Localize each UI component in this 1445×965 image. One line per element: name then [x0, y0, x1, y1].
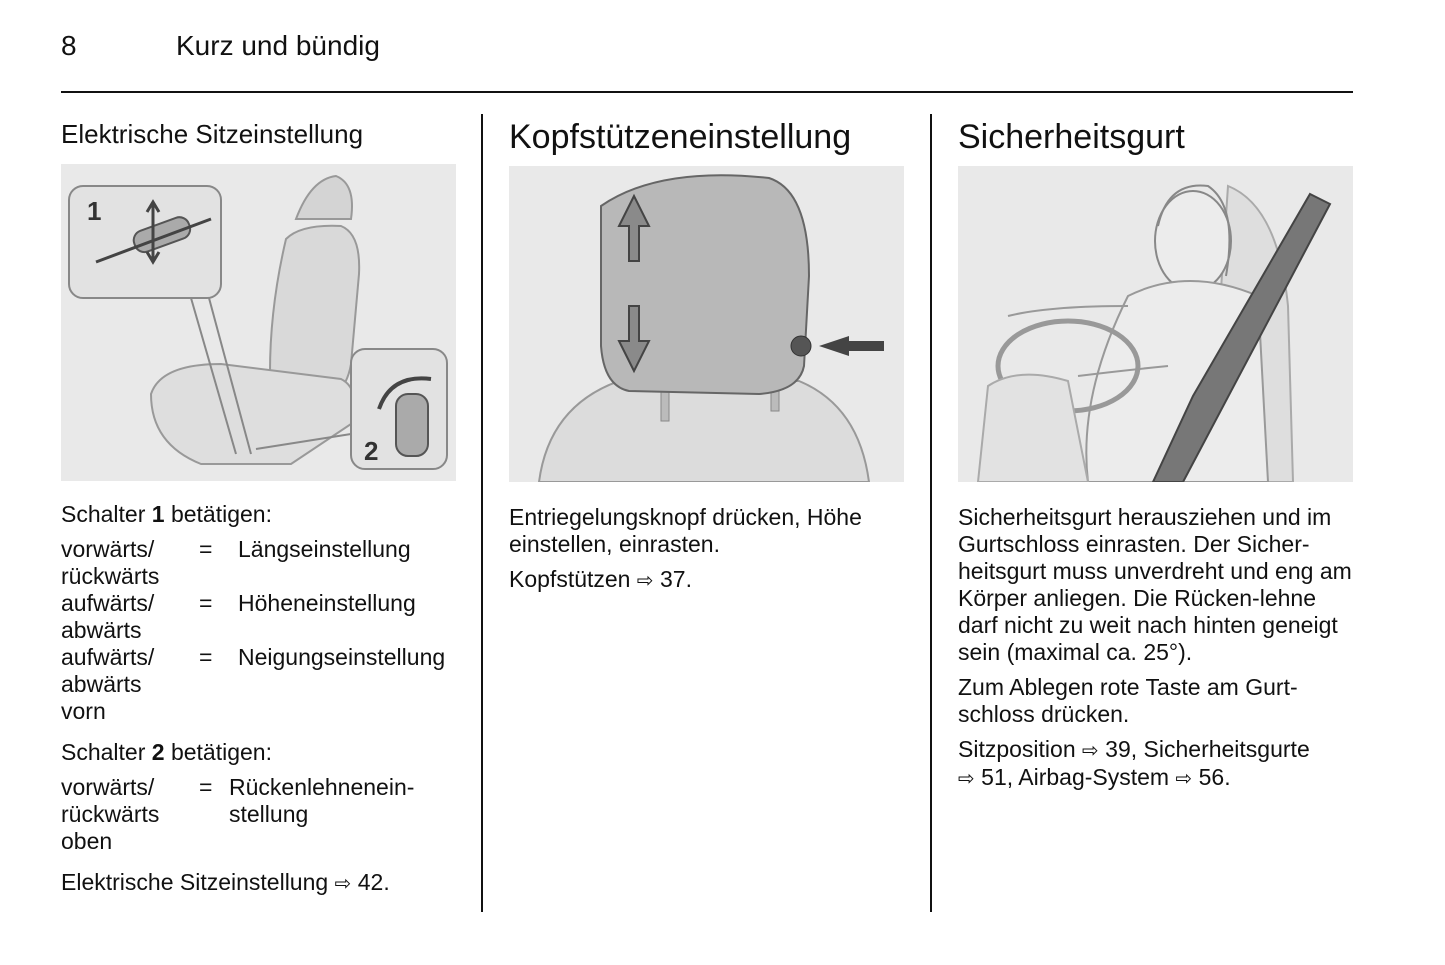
- cross-references[interactable]: Sitzposition ⇨ 39, Sicherheitsgurte ⇨ 51, Airbag-System ⇨ 56.: [958, 736, 1310, 790]
- seat-belt-illustration: [958, 166, 1353, 482]
- column-divider-right: [930, 114, 932, 912]
- table-row: vorwärts/ rückwärts = Längseinstellung: [61, 536, 411, 589]
- section-heading: Sicherheitsgurt: [958, 118, 1185, 156]
- arrow-right-icon: ⇨: [1175, 766, 1193, 790]
- section-headrest-adjustment: [509, 110, 909, 594]
- seat-belt-release-instruction: Zum Ablegen rote Taste am Gurt-schloss drücken.: [958, 674, 1298, 727]
- section-heading: Elektrische Sitzeinstellung: [61, 119, 364, 149]
- cross-reference[interactable]: Kopfstützen ⇨ 37.: [509, 566, 692, 592]
- switch-1-table: [61, 536, 445, 725]
- arrow-right-icon: ⇨: [1082, 738, 1099, 762]
- headrest-illustration: [509, 166, 904, 482]
- arrow-right-icon: ⇨: [636, 568, 654, 592]
- headrest-instruction: Entriegelungsknopf drücken, Höhe einstellen, einrasten.: [509, 504, 862, 557]
- cross-reference[interactable]: Elektrische Sitzeinstellung ⇨ 42.: [61, 869, 390, 895]
- section-seat-belt: [958, 110, 1358, 792]
- callout-label-2: 2: [364, 436, 379, 466]
- table-row: vorwärts/ rückwärts oben = Rückenlehnenein- stellung: [61, 774, 415, 854]
- callout-label-1: 1: [87, 196, 102, 226]
- arrow-right-icon: ⇨: [958, 766, 975, 790]
- seat-belt-instruction: Sicherheitsgurt herausziehen und im Gurtschloss einrasten. Der Sicher-heitsgurt muss unverdreht und eng am Körper anliegen. Die Rücken-lehne darf nicht zu weit nach hinten geneigt sein (maximal ca. 25°).: [958, 504, 1352, 665]
- arrow-right-icon: ⇨: [334, 871, 352, 895]
- seat-adjustment-illustration: [61, 164, 456, 481]
- column-divider-left: [481, 114, 483, 912]
- section-heading: Kopfstützeneinstellung: [509, 118, 852, 156]
- switch-2-instruction: Schalter 2 betätigen:: [61, 739, 272, 765]
- page-number: 8: [61, 30, 77, 61]
- switch-1-instruction: Schalter 1 betätigen:: [61, 501, 272, 527]
- table-row: aufwärts/ abwärts = Höheneinstellung: [61, 590, 416, 643]
- table-row: aufwärts/ abwärts vorn = Neigungseinstellung: [61, 644, 446, 724]
- page-header-title: Kurz und bündig: [176, 30, 380, 61]
- switch-2-table: [61, 774, 414, 855]
- section-seat-adjustment: [61, 110, 461, 897]
- header-rule: [61, 91, 1353, 93]
